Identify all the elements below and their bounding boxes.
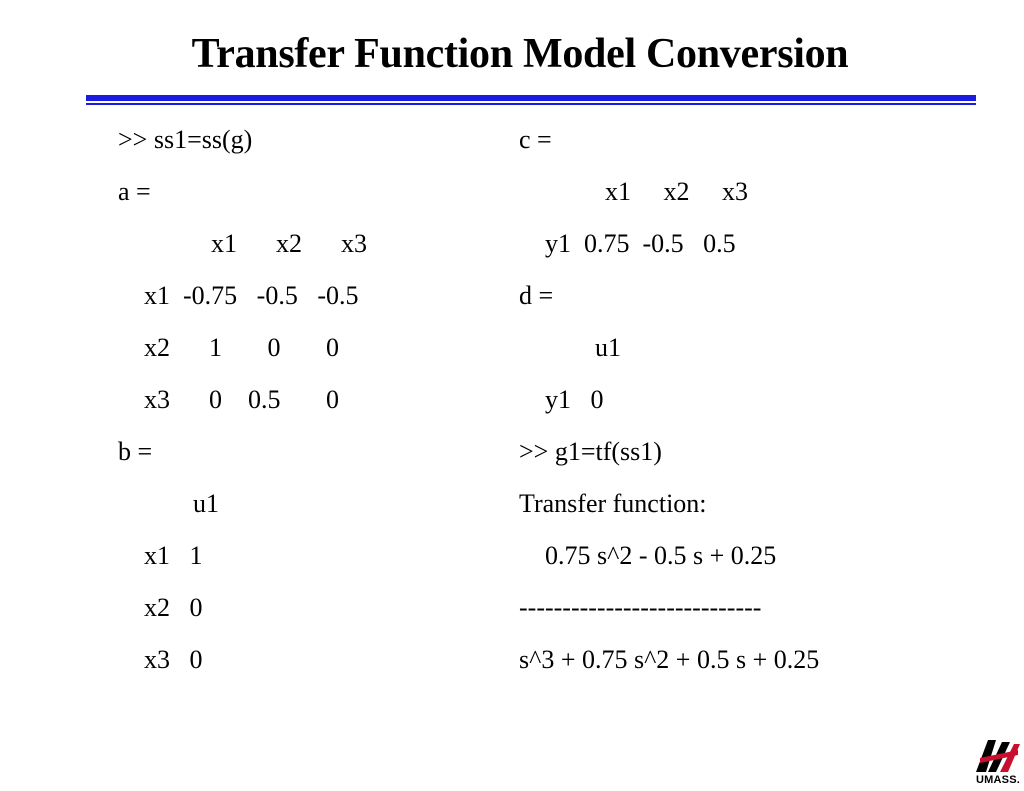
matrix-a-header: x1 x2 x3 — [211, 229, 367, 258]
matrix-b-header: u1 — [193, 489, 219, 518]
transfer-function-fraction-bar: ---------------------------- — [519, 593, 762, 622]
transfer-function-label: Transfer function: — [519, 489, 707, 518]
matrix-a-row: x1 -0.75 -0.5 -0.5 — [144, 281, 359, 310]
matrix-c-label: c = — [519, 125, 552, 154]
matrix-a-label: a = — [118, 177, 151, 206]
matrix-c-header: x1 x2 x3 — [605, 177, 748, 206]
command-tf: >> g1=tf(ss1) — [519, 437, 662, 466]
transfer-function-denominator: s^3 + 0.75 s^2 + 0.5 s + 0.25 — [519, 645, 820, 674]
matrix-b-label: b = — [118, 437, 153, 466]
slide-title: Transfer Function Model Conversion — [191, 31, 849, 77]
logo-wordmark: UMASS. — [976, 774, 1020, 786]
title-rule-thick — [86, 95, 976, 101]
umass-logo-icon — [974, 736, 1022, 774]
matrix-b-row: x3 0 — [144, 645, 203, 674]
command-ss: >> ss1=ss(g) — [118, 125, 253, 154]
matrix-c-row: y1 0.75 -0.5 0.5 — [545, 229, 736, 258]
title-rule-thin — [86, 103, 976, 105]
matrix-a-row: x3 0 0.5 0 — [144, 385, 339, 414]
matrix-d-header: u1 — [595, 333, 621, 362]
transfer-function-numerator: 0.75 s^2 - 0.5 s + 0.25 — [545, 541, 777, 570]
matrix-d-label: d = — [519, 281, 554, 310]
matrix-b-row: x1 1 — [144, 541, 203, 570]
umass-logo — [974, 736, 1022, 788]
matrix-b-row: x2 0 — [144, 593, 203, 622]
matrix-a-row: x2 1 0 0 — [144, 333, 339, 362]
matrix-d-row: y1 0 — [545, 385, 604, 414]
